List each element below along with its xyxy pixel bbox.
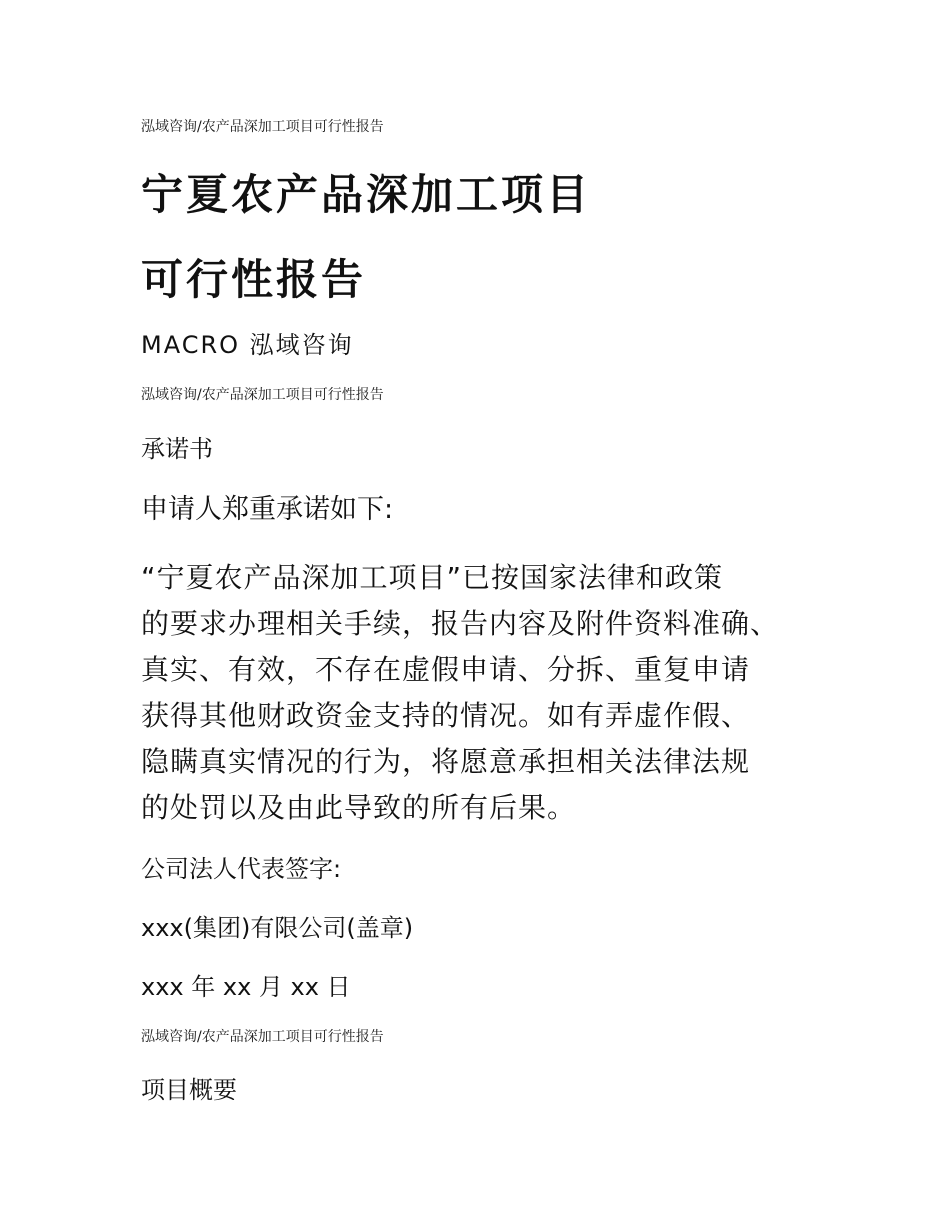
company-seal-line: xxx(集团)有限公司(盖章) [141,914,414,942]
running-header: 泓域咨询/农产品深加工项目可行性报告 [141,119,384,135]
commitment-intro: 申请人郑重承诺如下: [141,494,394,525]
commitment-heading: 承诺书 [141,435,213,463]
running-header: 泓域咨询/农产品深加工项目可行性报告 [141,387,384,403]
commitment-paragraph [141,555,831,831]
date-line: xxx 年 xx 月 xx 日 [141,973,351,1001]
paragraph-line: 的要求办理相关手续，报告内容及附件资料准确、 [141,607,780,640]
paragraph-line: 的处罚以及由此导致的所有后果。 [141,791,577,824]
paragraph-line: “宁夏农产品深加工项目”已按国家法律和政策 [141,561,724,594]
cover-title-line-2: 可行性报告 [141,255,367,304]
cover-title-line-1: 宁夏农产品深加工项目 [141,170,592,219]
summary-heading: 项目概要 [141,1076,237,1104]
brand-name: MACRO 泓域咨询 [141,331,354,359]
paragraph-line: 隐瞒真实情况的行为，将愿意承担相关法律法规 [141,745,751,778]
signature-label: 公司法人代表签字: [141,855,342,883]
paragraph-line: 获得其他财政资金支持的情况。如有弄虚作假、 [141,699,751,732]
paragraph-line: 真实、有效，不存在虚假申请、分拆、重复申请 [141,653,751,686]
running-header: 泓域咨询/农产品深加工项目可行性报告 [141,1029,384,1045]
